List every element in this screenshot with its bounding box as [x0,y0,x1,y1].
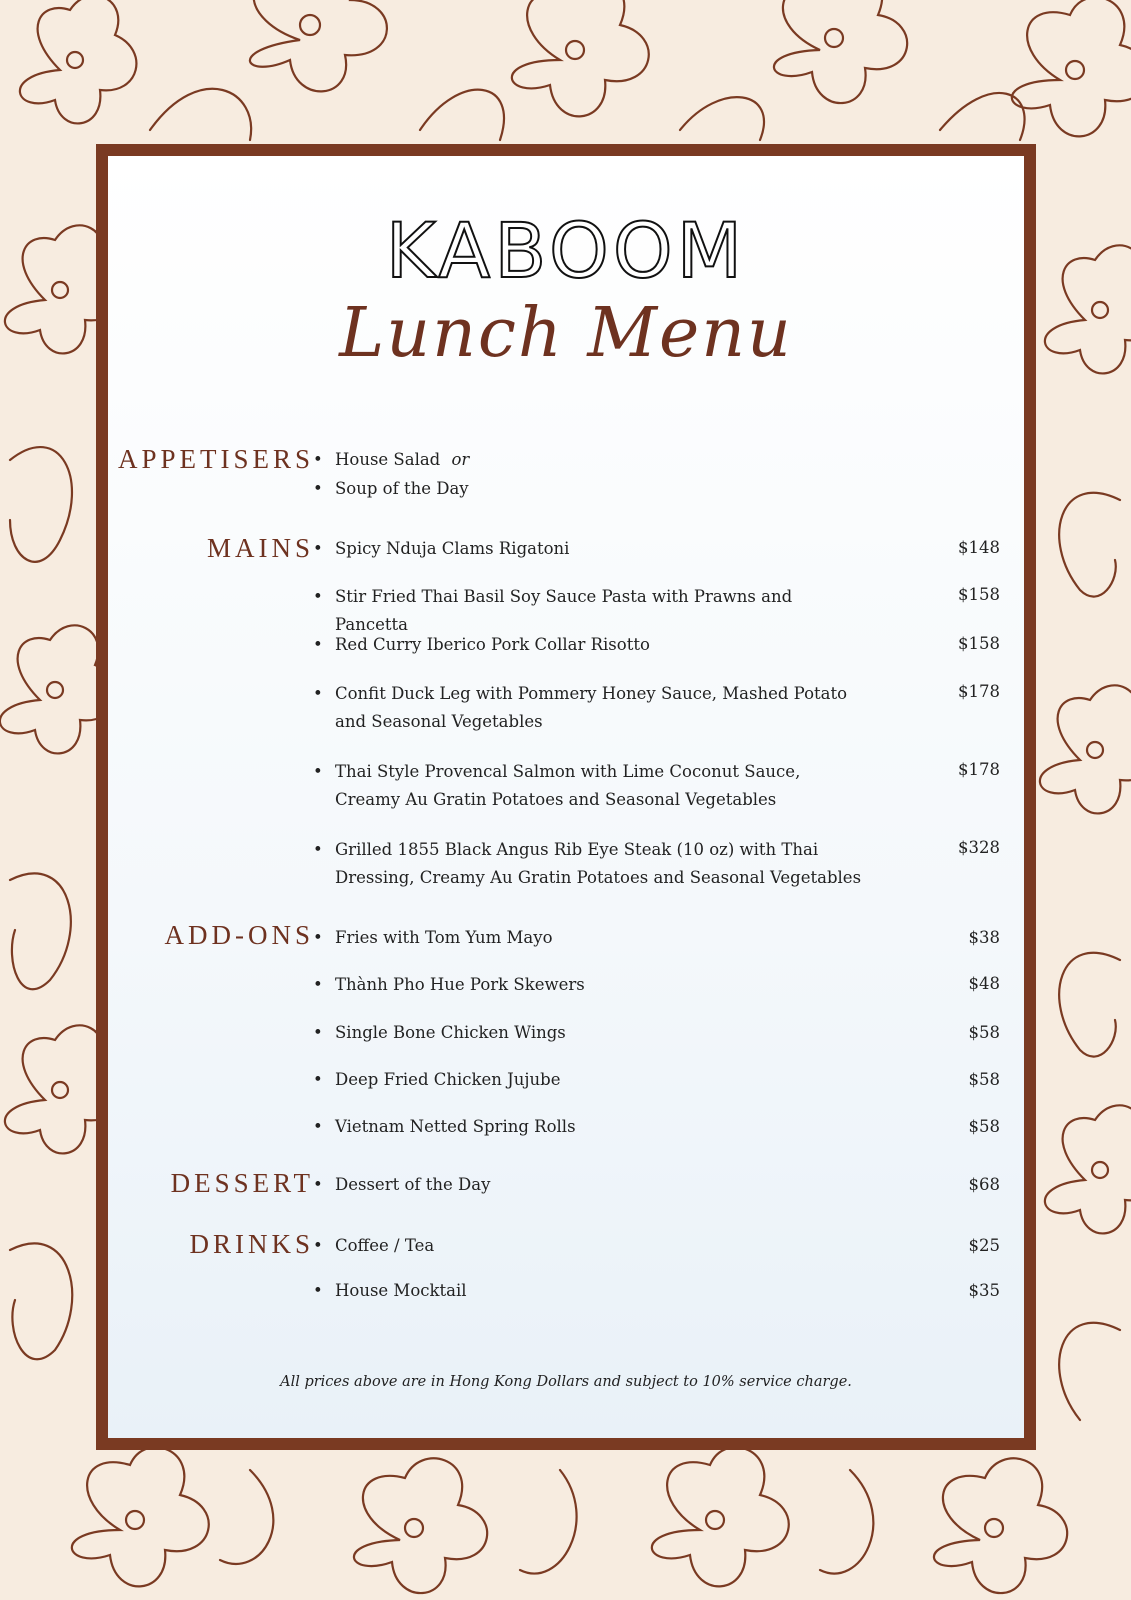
price-footnote: All prices above are in Hong Kong Dollars and subject to 10% service charge. [280,1374,852,1390]
item-price: $38 [968,928,1000,947]
section-label-mains: MAINS [206,533,314,563]
restaurant-name: KABOOM [385,206,747,295]
menu-subtitle: Lunch Menu [339,294,793,373]
menu-frame [96,144,1036,1450]
item-price: $25 [968,1236,1000,1255]
menu-item: • Thai Style Provencal Salmon with Lime Coconut Sauce, Creamy Au Gratin Potatoes and Seasonal Vegetables [335,758,865,814]
item-price: $148 [958,538,1000,557]
section-label-drinks: DRINKS [189,1229,314,1259]
menu-item: • Single Bone Chicken Wings [335,1019,865,1047]
menu-item: • House Mocktail [335,1277,865,1305]
item-price: $158 [958,585,1000,604]
menu-item: • Fries with Tom Yum Mayo [335,924,865,952]
menu-item: • Spicy Nduja Clams Rigatoni [335,535,865,563]
menu-item: • Coffee / Tea [335,1232,865,1260]
menu-item: • Thành Pho Hue Pork Skewers [335,971,865,999]
section-label-addons: ADD-ONS [164,920,314,950]
menu-card [108,156,1024,1438]
menu-item: • Deep Fried Chicken Jujube [335,1066,865,1094]
menu-item: • Soup of the Day [335,475,865,503]
section-label-appetisers: APPETISERS [117,444,314,474]
menu-item: • Dessert of the Day [335,1171,865,1199]
item-price: $178 [958,760,1000,779]
item-price: $158 [958,634,1000,653]
item-price: $58 [968,1117,1000,1136]
item-suffix: or [451,450,470,469]
section-label-dessert: DESSERT [170,1168,314,1198]
menu-item: • Red Curry Iberico Pork Collar Risotto [335,631,865,659]
item-price: $328 [958,838,1000,857]
item-price: $68 [968,1175,1000,1194]
item-price: $58 [968,1070,1000,1089]
item-price: $48 [968,974,1000,993]
item-name: House Salad [335,450,441,469]
menu-item: • Grilled 1855 Black Angus Rib Eye Steak (10 oz) with Thai Dressing, Creamy Au Gratin Potatoes and Seasonal Vegetables [335,836,865,892]
item-price: $58 [968,1023,1000,1042]
menu-item [335,446,865,474]
menu-item: • Vietnam Netted Spring Rolls [335,1113,865,1141]
item-price: $35 [968,1281,1000,1300]
menu-item: • Stir Fried Thai Basil Soy Sauce Pasta with Prawns and Pancetta [335,583,865,639]
item-price: $178 [958,682,1000,701]
menu-item: • Confit Duck Leg with Pommery Honey Sauce, Mashed Potato and Seasonal Vegetables [335,680,865,736]
